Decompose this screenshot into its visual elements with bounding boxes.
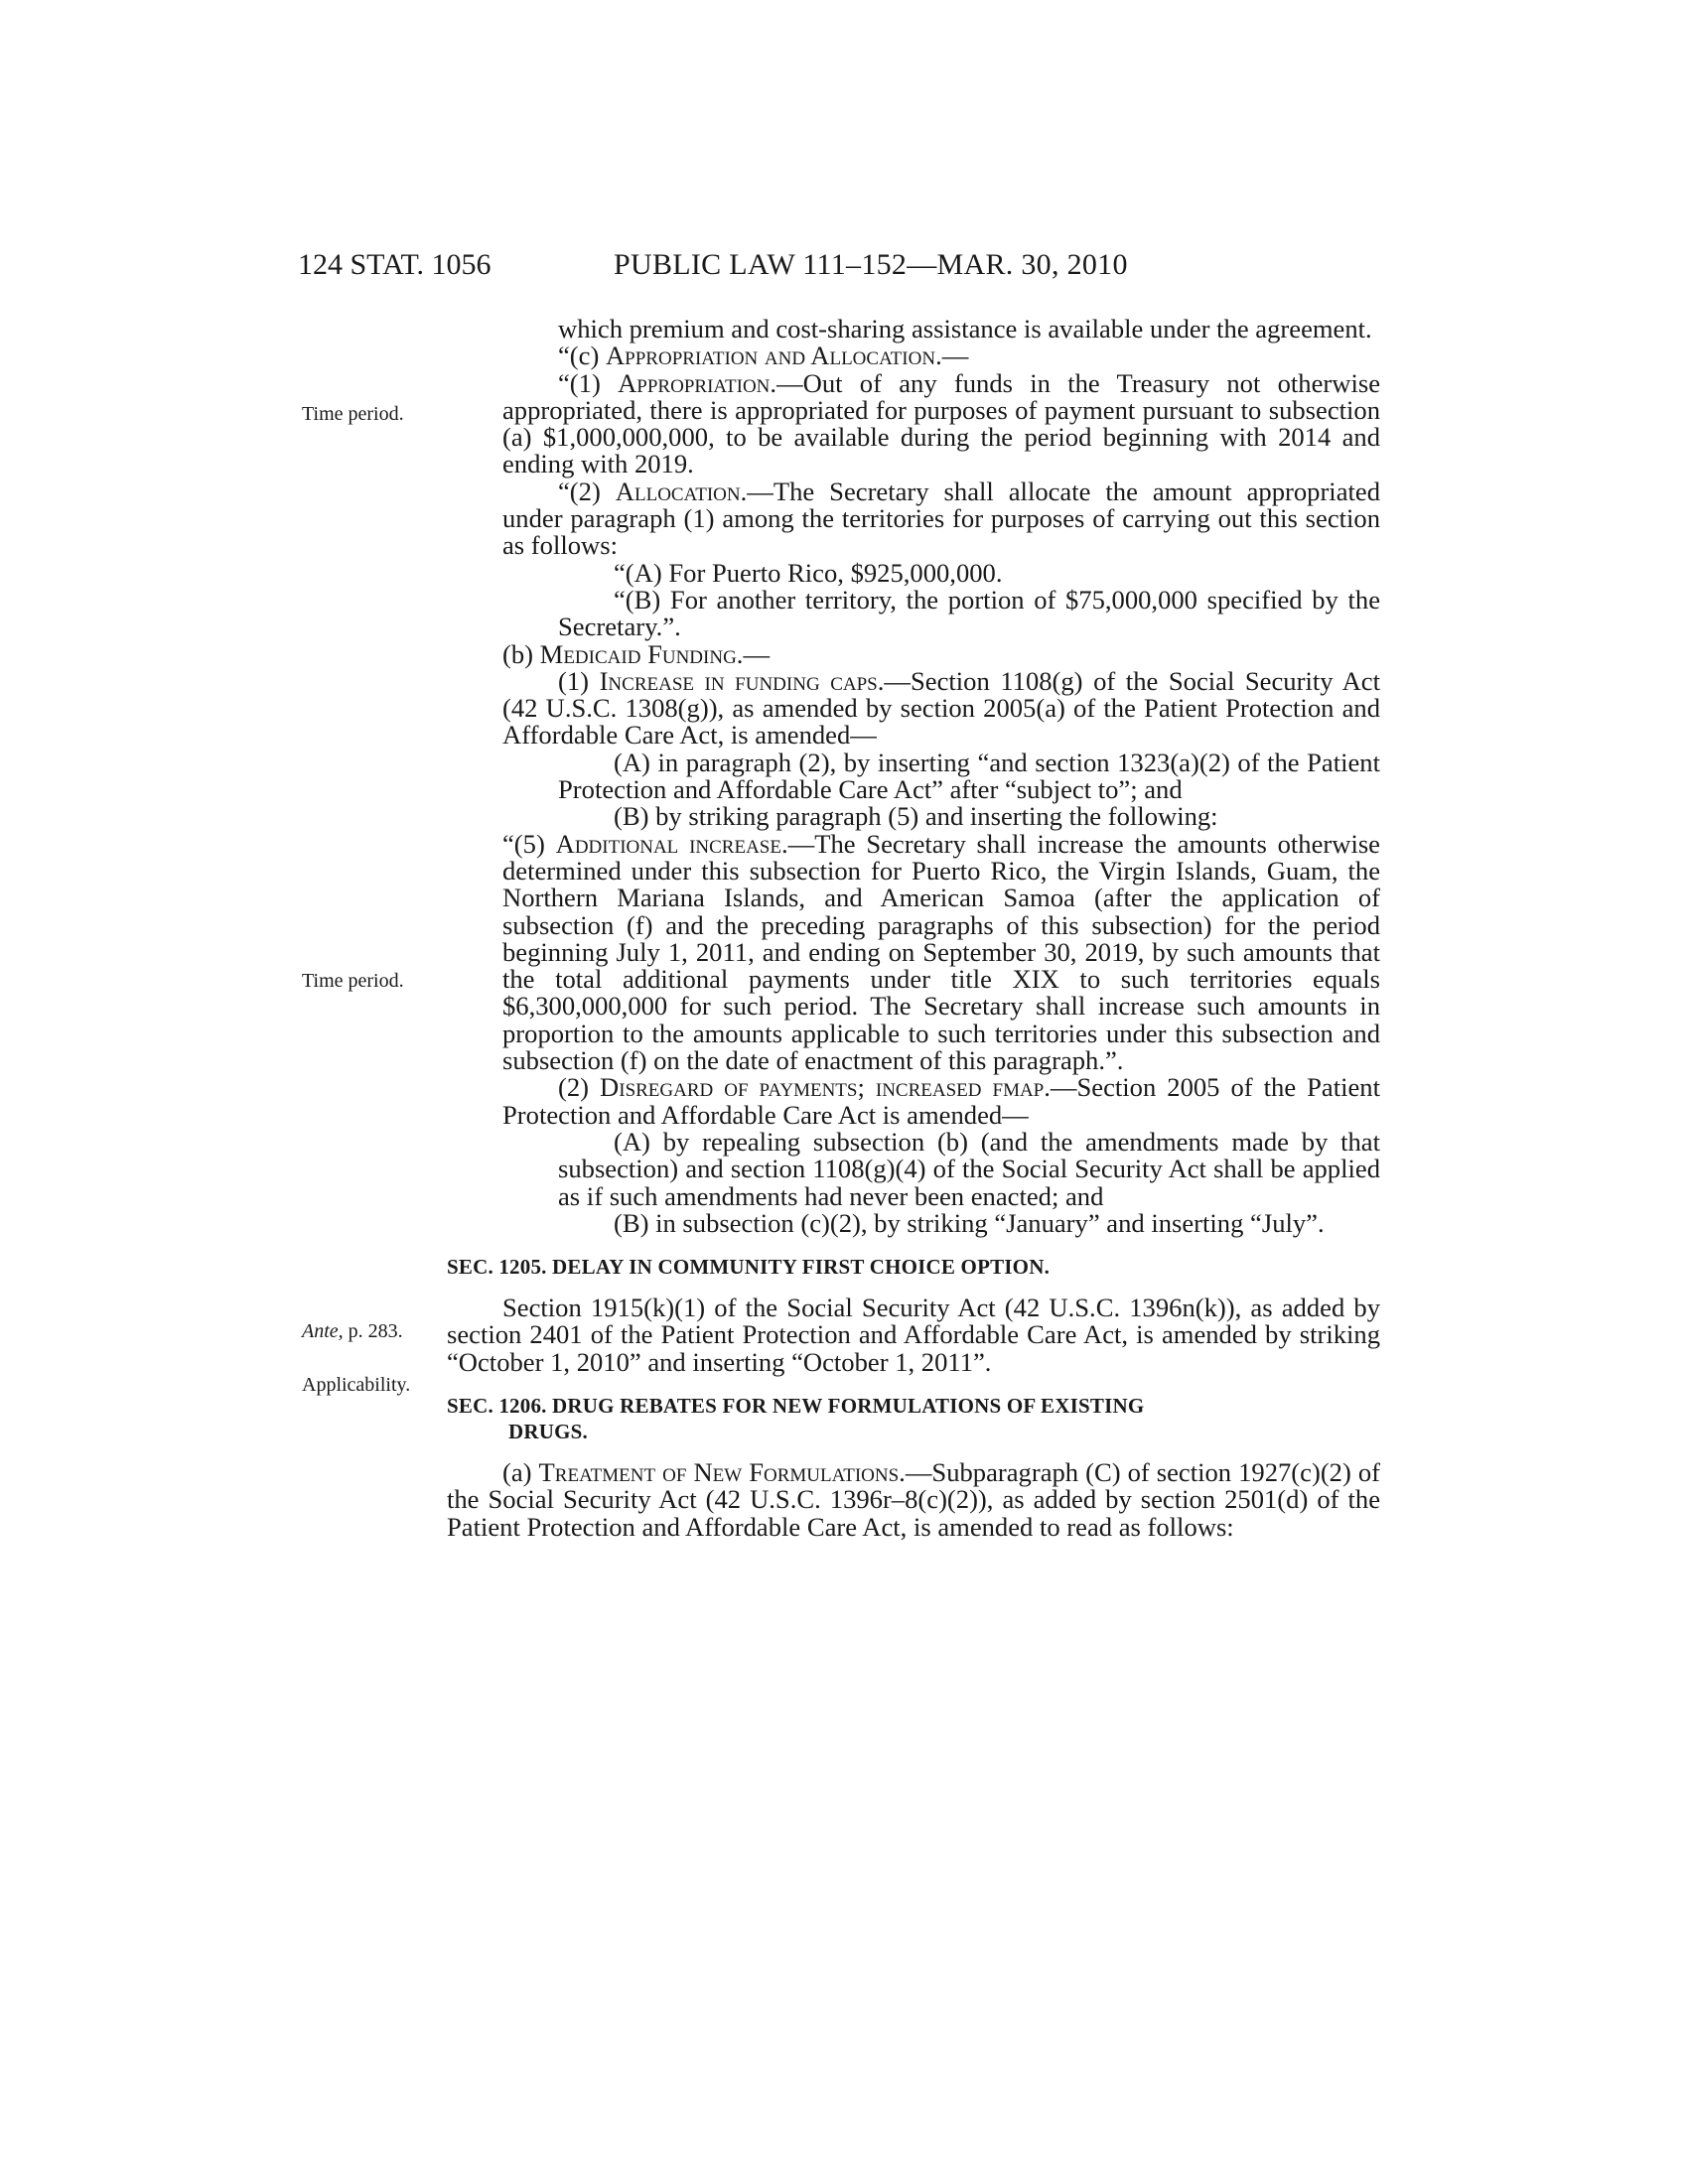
margin-note-ante: [302, 1320, 403, 1343]
margin-note-time-period: Time period.: [302, 403, 404, 425]
statute-body: [447, 314, 1380, 1542]
paragraph-b1: (1) Increase in funding caps.—Section 1108(g) of the Social Security Act (42 U.S.C. 1308(g)), as amended by section 2005(a) of the Patient Protection and Affordable Care Act, is amended—: [502, 665, 1380, 751]
section-1205-heading: SEC. 1205. DELAY IN COMMUNITY FIRST CHOICE OPTION.: [447, 1255, 1051, 1280]
margin-note-applicability: Applicability.: [302, 1374, 411, 1396]
paragraph-b5-inserted: “(5) Additional increase.—The Secretary shall increase the amounts otherwise determined under this subsection for Puerto Rico, the Virgin Islands, Guam, the Northern Mariana Islands, and American Samoa (after the application of subsection (f) and the preceding paragraphs of this subsection) for the period beginning July 1, 2011, and ending on September 30, 2019, by such amounts that the total additional payments under title XIX to such territories equals $6,300,000,000 for such period. The Secretary shall increase such amounts in proportion to the amounts applicable to such territories under this subsection and subsection (f) on the date of enactment of this paragraph.”.: [502, 828, 1380, 1076]
subparagraph-b1a: (A) in paragraph (2), by inserting “and section 1323(a)(2) of the Patient Protection and Affordable Care Act” after “subject to”; and: [558, 747, 1380, 805]
section-1205-text: Section 1915(k)(1) of the Social Security Act (42 U.S.C. 1396n(k)), as added by section 2401 of the Patient Protection and Affordable Care Act, is amended by striking “October 1, 2010” and inserting “October 1, 2011”.: [447, 1293, 1380, 1377]
statute-page-number: 124 STAT. 1056: [298, 248, 492, 281]
subparagraph-b2b: (B) in subsection (c)(2), by striking “January” and inserting “July”.: [614, 1207, 1325, 1238]
subsection-b-heading: (b) Medicaid Funding.—: [502, 638, 771, 669]
subparagraph-b1b: (B) by striking paragraph (5) and inserting the following:: [614, 801, 1218, 832]
paragraph-continuation: which premium and cost-sharing assistance is available under the agreement.: [558, 314, 1372, 343]
subparagraph-c2b: “(B) For another territory, the portion of $75,000,000 specified by the Secretary.”.: [558, 584, 1380, 642]
paragraph-b2: (2) Disregard of payments; increased fmap.—Section 2005 of the Patient Protection and Affordable Care Act is amended—: [502, 1072, 1380, 1130]
subsection-a-treatment: (a) Treatment of New Formulations.—Subparagraph (C) of section 1927(c)(2) of the Social Security Act (42 U.S.C. 1396r–8(c)(2)), as added by section 2501(d) of the Patient Protection and Affordable Care Act, is amended to read as follows:: [447, 1456, 1380, 1542]
subparagraph-b2a: (A) by repealing subsection (b) (and the amendments made by that subsection) and section 1108(g)(4) of the Social Security Act shall be applied as if such amendments had never been enacted; and: [558, 1126, 1380, 1211]
public-law-title: PUBLIC LAW 111–152—MAR. 30, 2010: [614, 248, 1128, 281]
section-1206-heading: SEC. 1206. DRUG REBATES FOR NEW FORMULATIONS OF EXISTING DRUGS.: [447, 1393, 1145, 1443]
running-header: [298, 248, 1380, 288]
margin-note-page-ref: p. 283.: [348, 1320, 403, 1342]
margin-note-ante-italic: Ante,: [302, 1320, 344, 1342]
subparagraph-c2a: “(A) For Puerto Rico, $925,000,000.: [614, 557, 1003, 588]
margin-note-time-period: Time period.: [302, 970, 404, 992]
paragraph-c2: “(2) Allocation.—The Secretary shall allocate the amount appropriated under paragraph (1) among the territories for purposes of carrying out this section as follows:: [502, 476, 1380, 561]
subsection-c-heading: “(c) Appropriation and Allocation.—: [558, 341, 969, 371]
paragraph-c1: “(1) Appropriation.—Out of any funds in the Treasury not otherwise appropriated, there is appropriated for purposes of payment pursuant to subsection (a) $1,000,000,000, to be available during the period beginning with 2014 and ending with 2019.: [502, 367, 1380, 479]
